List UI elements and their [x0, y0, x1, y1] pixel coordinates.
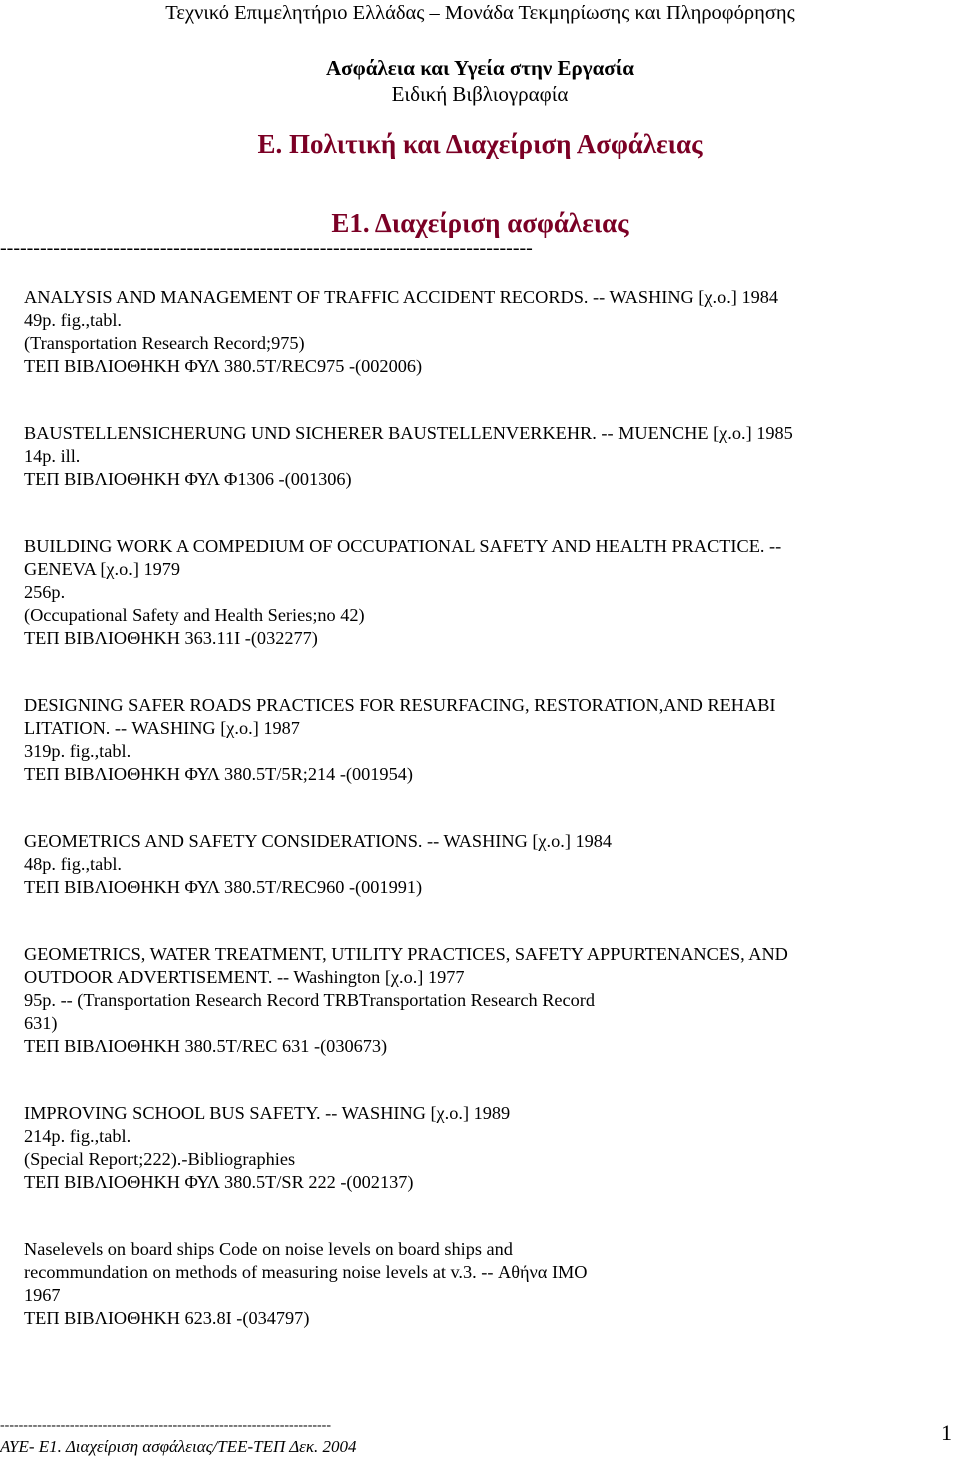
entry-line: ΤΕΠ ΒΙΒΛΙΟΘΗΚΗ ΦΥΛ 380.5T/REC975 -(002006): [24, 356, 423, 376]
entry-line: OUTDOOR ADVERTISEMENT. -- Washington [χ.ο.] 1977: [24, 967, 465, 987]
document-title: Ασφάλεια και Υγεία στην Εργασία: [326, 56, 634, 80]
entry-line: 631): [24, 1013, 58, 1033]
entry-line: recommundation on methods of measuring noise levels at v.3. -- Αθήνα IMO: [24, 1262, 588, 1282]
entry-line: ΤΕΠ ΒΙΒΛΙΟΘΗΚΗ 380.5T/REC 631 -(030673): [24, 1036, 388, 1056]
entry-line: 14p. ill.: [24, 446, 81, 466]
entry-line: 95p. -- (Transportation Research Record TRBTransportation Research Record: [24, 990, 596, 1010]
entry-line: ΤΕΠ ΒΙΒΛΙΟΘΗΚΗ ΦΥΛ 380.5T/5R;214 -(001954): [24, 764, 413, 784]
entry-line: IMPROVING SCHOOL BUS SAFETY. -- WASHING [χ.ο.] 1989: [24, 1103, 511, 1123]
bibliography-entry: [24, 1238, 944, 1330]
entry-line: Naselevels on board ships Code on noise levels on board ships and: [24, 1239, 513, 1259]
entry-line: (Occupational Safety and Health Series;no 42): [24, 605, 365, 625]
entry-line: GEOMETRICS, WATER TREATMENT, UTILITY PRACTICES, SAFETY APPURTENANCES, AND: [24, 944, 788, 964]
document-subtitle: Ειδική Βιβλιογραφία: [391, 82, 569, 106]
entry-line: DESIGNING SAFER ROADS PRACTICES FOR RESURFACING, RESTORATION,AND REHABI: [24, 695, 776, 715]
entry-line: GENEVA [χ.ο.] 1979: [24, 559, 181, 579]
entry-line: 48p. fig.,tabl.: [24, 854, 122, 874]
entry-line: (Special Report;222).-Bibliographies: [24, 1149, 296, 1169]
bibliography-entry: [24, 535, 944, 650]
document-header: Τεχνικό Επιμελητήριο Ελλάδας – Μονάδα Τεκμηρίωσης και Πληροφόρησης: [165, 2, 795, 24]
header-divider: --------------------------------------------------------------------------------: [0, 237, 533, 259]
entry-line: BUILDING WORK A COMPEDIUM OF OCCUPATIONAL SAFETY AND HEALTH PRACTICE. --: [24, 536, 782, 556]
entry-line: ΤΕΠ ΒΙΒΛΙΟΘΗΚΗ 363.11I -(032277): [24, 628, 318, 648]
entry-line: 319p. fig.,tabl.: [24, 741, 132, 761]
entry-line: (Transportation Research Record;975): [24, 333, 305, 353]
entry-line: ΤΕΠ ΒΙΒΛΙΟΘΗΚΗ ΦΥΛ Φ1306 -(001306): [24, 469, 352, 489]
entry-line: BAUSTELLENSICHERUNG UND SICHERER BAUSTELLENVERKEHR. -- MUENCHE [χ.ο.] 1985: [24, 423, 793, 443]
bibliography-entry: [24, 1102, 944, 1194]
entry-line: ΤΕΠ ΒΙΒΛΙΟΘΗΚΗ ΦΥΛ 380.5T/SR 222 -(002137): [24, 1172, 414, 1192]
entry-line: 1967: [24, 1285, 61, 1305]
entry-line: ΤΕΠ ΒΙΒΛΙΟΘΗΚΗ 623.8I -(034797): [24, 1308, 310, 1328]
footer-divider: -----------------------------------------------------------------------: [0, 1418, 332, 1433]
section-title: Ε. Πολιτική και Διαχείριση Ασφάλειας: [257, 129, 703, 159]
subsection-title: Ε1. Διαχείριση ασφάλειας: [331, 208, 629, 238]
entry-line: 214p. fig.,tabl.: [24, 1126, 132, 1146]
footer-text: ΑΥΕ- Ε1. Διαχείριση ασφάλειας/ΤΕΕ-ΤΕΠ Δεκ. 2004: [0, 1437, 357, 1456]
entry-line: GEOMETRICS AND SAFETY CONSIDERATIONS. -- WASHING [χ.ο.] 1984: [24, 831, 613, 851]
bibliography-entry: [24, 422, 944, 491]
entry-line: 49p. fig.,tabl.: [24, 310, 122, 330]
bibliography-entry: [24, 943, 944, 1058]
entry-line: LITATION. -- WASHING [χ.ο.] 1987: [24, 718, 300, 738]
bibliography-entry: [24, 830, 944, 899]
page-number: 1: [941, 1420, 952, 1445]
entry-line: ΤΕΠ ΒΙΒΛΙΟΘΗΚΗ ΦΥΛ 380.5T/REC960 -(001991): [24, 877, 423, 897]
bibliography-entry: [24, 286, 944, 378]
bibliography-list: [24, 286, 944, 1330]
entry-line: ANALYSIS AND MANAGEMENT OF TRAFFIC ACCIDENT RECORDS. -- WASHING [χ.ο.] 1984: [24, 287, 779, 307]
bibliography-entry: [24, 694, 944, 786]
entry-line: 256p.: [24, 582, 66, 602]
